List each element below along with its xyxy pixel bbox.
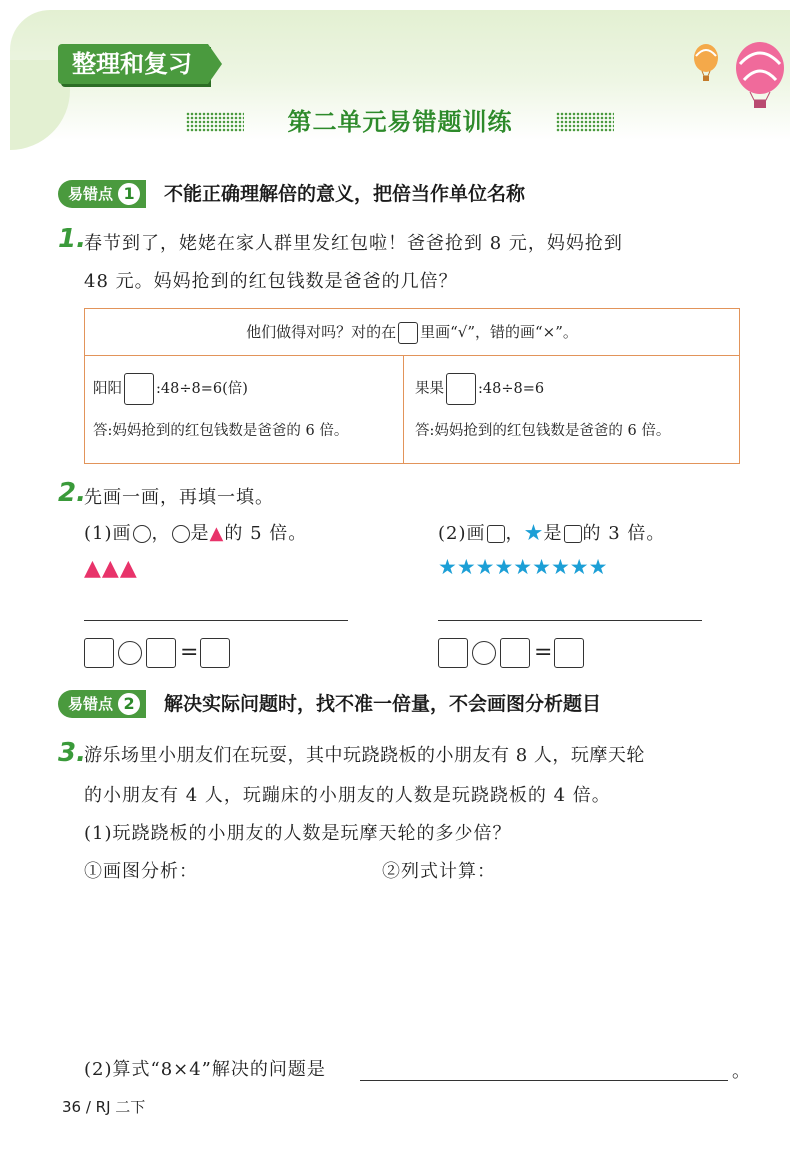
square-icon (487, 525, 505, 543)
question-number-3: 3. (58, 738, 86, 768)
part-2-box-1[interactable] (438, 638, 468, 668)
left-formula: :48÷8=6(倍) (156, 381, 248, 397)
error-point-label: 易错点 (68, 185, 114, 203)
part-1-equals: = (180, 640, 199, 665)
sub-2-answer-line[interactable] (360, 1080, 728, 1081)
part-2-text-d: 的 3 倍。 (582, 523, 666, 544)
table-header-text: 他们做得对吗？对的在 (246, 323, 397, 341)
error-point-number: 2 (116, 691, 142, 717)
question-number-1: 1. (58, 224, 86, 254)
table-header (85, 309, 739, 356)
left-formula-row (93, 373, 248, 405)
question-3-line-2: 的小朋友有 4 人，玩蹦床的小朋友的人数是玩跷跷板的 4 倍。 (84, 785, 611, 806)
review-tag: 整理和复习 (58, 44, 208, 84)
table-divider (403, 355, 404, 463)
unit-title: 第二单元易错题训练 (287, 108, 513, 136)
part-1-box-2[interactable] (146, 638, 176, 668)
circle-icon (133, 525, 151, 543)
table-header-text-2: 里画“√”，错的画“×”。 (420, 323, 578, 341)
question-2-prompt: 先画一画，再填一填。 (84, 487, 274, 508)
sample-box (398, 322, 418, 344)
page-footer: 36 / RJ 二下 (62, 1098, 146, 1116)
right-formula: :48÷8=6 (478, 381, 545, 397)
judgement-table (84, 308, 740, 464)
square-icon (564, 525, 582, 543)
part-2-text-a: (2)画 (438, 523, 486, 544)
part-1-box-3[interactable] (200, 638, 230, 668)
question-3-line-1: 游乐场里小朋友们在玩耍，其中玩跷跷板的小朋友有 8 人，玩摩天轮 (84, 745, 645, 766)
part-2-text-c: 是 (543, 523, 563, 544)
title-dots-right (556, 112, 614, 132)
part-2-draw-line[interactable] (438, 620, 702, 621)
left-name: 阳阳 (93, 381, 122, 397)
left-answer: 答:妈妈抢到的红包钱数是爸爸的 6 倍。 (93, 423, 349, 439)
error-point-title-2: 解决实际问题时，找不准一倍量，不会画图分析题目 (164, 693, 602, 715)
unit-title-row (0, 102, 800, 142)
part-1-text-a: (1)画 (84, 523, 132, 544)
triangle-icon: ▲ (209, 523, 225, 544)
question-1-line-2: 48 元。妈妈抢到的红包钱数是爸爸的几倍？ (84, 271, 458, 292)
part-2-equals: = (534, 640, 553, 665)
circle-icon (172, 525, 190, 543)
right-formula-row (415, 373, 544, 405)
right-answer: 答:妈妈抢到的红包钱数是爸爸的 6 倍。 (415, 423, 671, 439)
part-1-text-c: 是 (190, 523, 210, 544)
triangle-row: ▲▲▲ (84, 556, 138, 581)
left-answer-box[interactable] (124, 373, 154, 405)
part-1-text-d: 的 5 倍。 (224, 523, 308, 544)
sub-2-end: 。 (732, 1061, 751, 1082)
error-point-number: 1 (116, 181, 142, 207)
calculation-label: ②列式计算： (382, 861, 496, 882)
part-1-draw-line[interactable] (84, 620, 348, 621)
question-1-line-1: 春节到了，姥姥在家人群里发红包啦！爸爸抢到 8 元，妈妈抢到 (84, 233, 623, 254)
part-1-instruction (84, 520, 307, 548)
error-point-tag-2 (58, 690, 146, 718)
error-point-title-1: 不能正确理解倍的意义，把倍当作单位名称 (164, 183, 526, 205)
question-3-sub-2: (2)算式“8×4”解决的问题是 (84, 1059, 326, 1080)
error-point-label: 易错点 (68, 695, 114, 713)
question-number-2: 2. (58, 478, 86, 508)
part-1-box-1[interactable] (84, 638, 114, 668)
star-row: ★★★★★★★★★ (438, 555, 608, 579)
part-2-text-b: ， (505, 523, 525, 544)
part-1-operator-circle[interactable] (118, 641, 142, 665)
part-2-box-3[interactable] (554, 638, 584, 668)
draw-analysis-label: ①画图分析： (84, 861, 198, 882)
star-icon: ★ (524, 523, 544, 544)
part-2-box-2[interactable] (500, 638, 530, 668)
part-1-text-b: ， (151, 523, 171, 544)
part-2-operator-circle[interactable] (472, 641, 496, 665)
part-2-instruction (438, 520, 665, 548)
right-answer-box[interactable] (446, 373, 476, 405)
right-name: 果果 (415, 381, 444, 397)
error-point-tag-1 (58, 180, 146, 208)
question-3-sub-1: (1)玩跷跷板的小朋友的人数是玩摩天轮的多少倍？ (84, 823, 512, 844)
